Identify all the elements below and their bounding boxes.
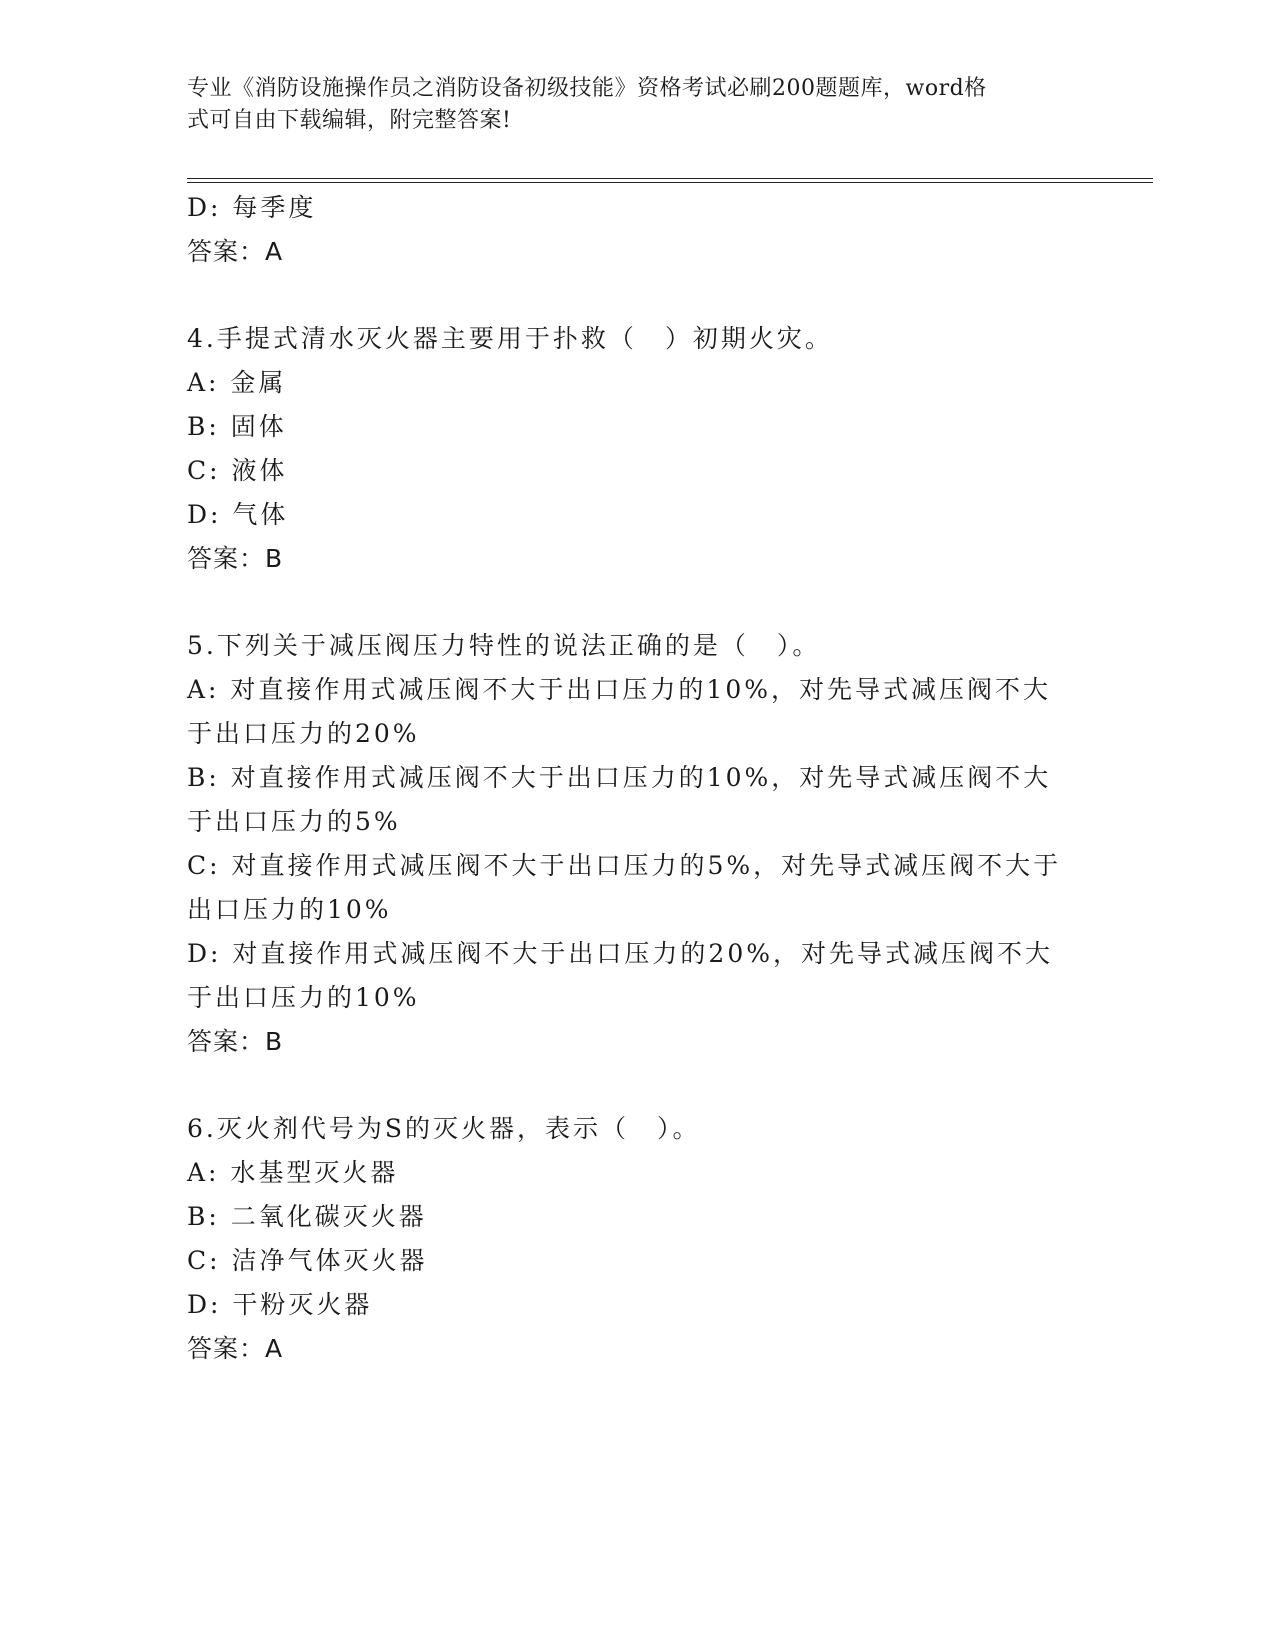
document-header	[187, 73, 1087, 137]
header-rule-bottom	[187, 182, 1153, 183]
q6-option-c: C: 洁净气体灭火器	[187, 1246, 428, 1275]
q6-option-a: A: 水基型灭火器	[187, 1158, 399, 1187]
prev-option-d: D: 每季度	[187, 193, 317, 222]
q5-option-a-line1: A: 对直接作用式减压阀不大于出口压力的10%，对先导式减压阀不大	[187, 675, 1051, 704]
header-line-2: 式可自由下载编辑，附完整答案!	[187, 108, 512, 133]
q5-option-d-line1: D: 对直接作用式减压阀不大于出口压力的20%，对先导式减压阀不大	[187, 939, 1053, 968]
q4-stem: 4.手提式清水灭火器主要用于扑救（ ）初期火灾。	[187, 324, 833, 353]
q6-answer: 答案：A	[187, 1334, 284, 1363]
q5-option-a-line2: 于出口压力的20%	[187, 719, 420, 748]
prev-answer: 答案：A	[187, 237, 284, 266]
q4-option-a: A: 金属	[187, 368, 287, 397]
q5-option-c-line2: 出口压力的10%	[187, 895, 392, 924]
header-line-1: 专业《消防设施操作员之消防设备初级技能》资格考试必刷200题题库，word格	[187, 76, 987, 101]
q6-stem: 6.灭火剂代号为S的灭火器，表示（ ）。	[187, 1114, 701, 1143]
header-rule-top	[187, 178, 1153, 179]
q5-option-c-line1: C: 对直接作用式减压阀不大于出口压力的5%，对先导式减压阀不大于	[187, 851, 1062, 880]
q4-option-d: D: 气体	[187, 500, 289, 529]
q4-option-c: C: 液体	[187, 456, 288, 485]
q5-stem: 5.下列关于减压阀压力特性的说法正确的是（ ）。	[187, 631, 821, 660]
q5-option-d-line2: 于出口压力的10%	[187, 983, 420, 1012]
q5-option-b-line1: B: 对直接作用式减压阀不大于出口压力的10%，对先导式减压阀不大	[187, 763, 1052, 792]
q5-option-b-line2: 于出口压力的5%	[187, 807, 401, 836]
q5-answer: 答案：B	[187, 1027, 284, 1056]
q6-option-d: D: 干粉灭火器	[187, 1290, 373, 1319]
q4-option-b: B: 固体	[187, 412, 287, 441]
q6-option-b: B: 二氧化碳灭火器	[187, 1202, 427, 1231]
q4-answer: 答案：B	[187, 544, 284, 573]
